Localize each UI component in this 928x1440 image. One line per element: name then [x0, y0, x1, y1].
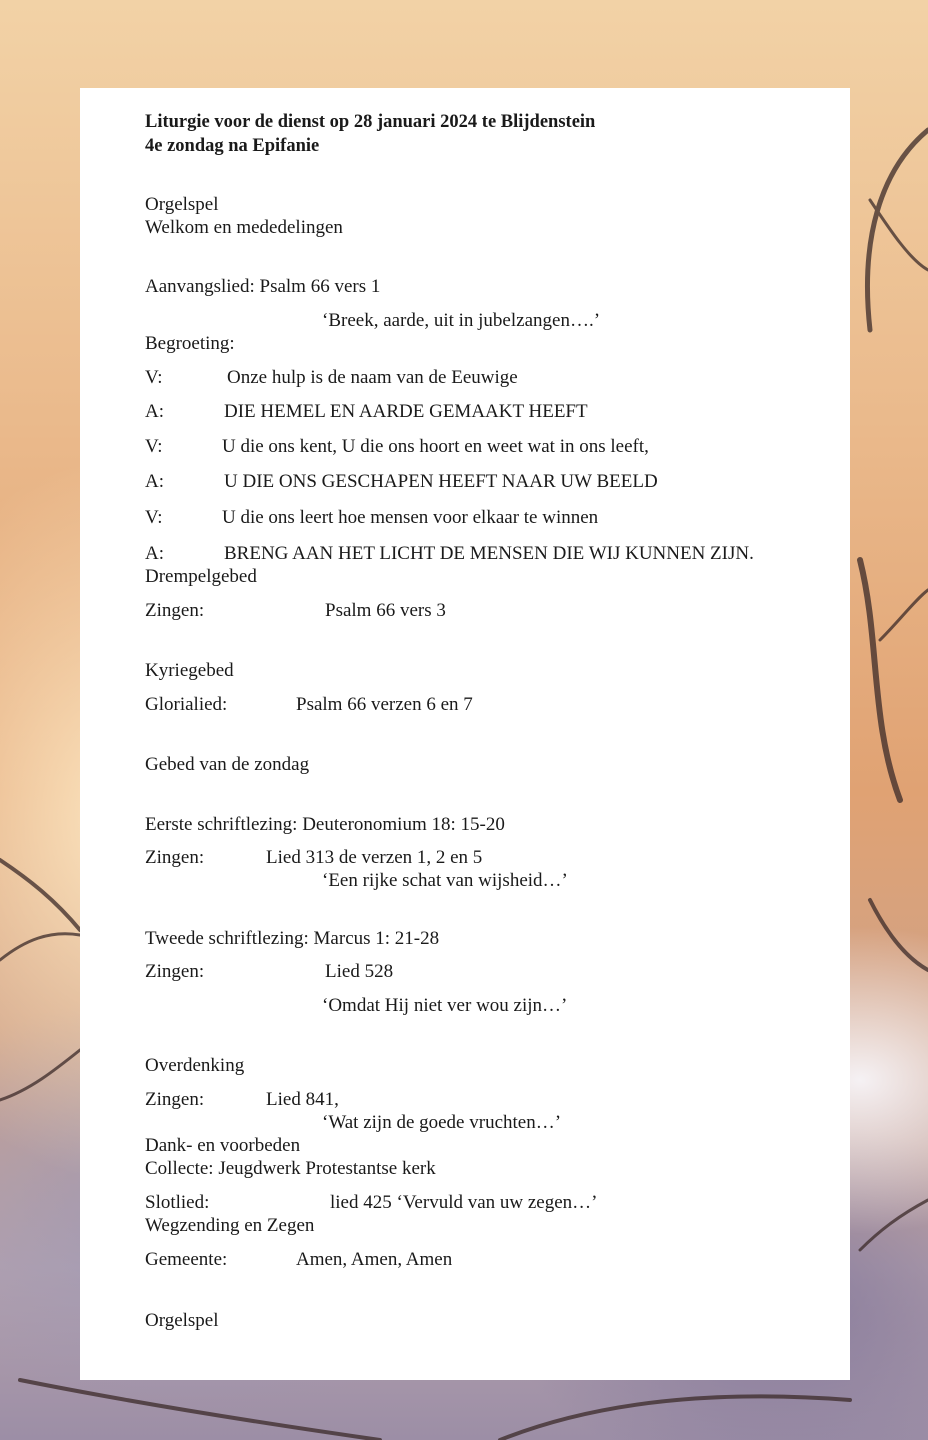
responsorium-line: [145, 366, 850, 389]
item-glorialied: [145, 693, 850, 716]
item-text: Lied 528: [325, 961, 394, 982]
item-begroeting: Begroeting:: [145, 333, 235, 354]
document-title: Liturgie voor de dienst op 28 januari 2024 te Blijdenstein: [145, 112, 596, 132]
responsorium-line: [145, 506, 850, 529]
item-voorbeden: Dank- en voorbeden: [145, 1135, 301, 1156]
responsorium-line: [145, 400, 850, 423]
item-text: Lied 841,: [266, 1089, 339, 1110]
responsorium-line: [145, 435, 850, 458]
item-tweede-schriftlezing: Tweede schriftlezing: Marcus 1: 21-28: [145, 928, 440, 949]
item-aanvangslied: Aanvangslied: Psalm 66 vers 1: [145, 276, 381, 297]
item-label: Zingen:: [145, 961, 205, 982]
lied-841-quote: ‘Wat zijn de goede vruchten…’: [322, 1112, 562, 1133]
item-collecte: Collecte: Jeugdwerk Protestantse kerk: [145, 1158, 436, 1179]
responsorium-text: U die ons kent, U die ons hoort en weet wat in ons leeft,: [222, 436, 649, 457]
responsorium: [145, 366, 850, 565]
item-label: Gemeente:: [145, 1249, 228, 1270]
speaker-label: A:: [145, 471, 164, 492]
responsorium-text: DIE HEMEL EN AARDE GEMAAKT HEEFT: [224, 401, 588, 422]
speaker-label: V:: [145, 367, 163, 388]
item-zingen-lied-528: [145, 960, 850, 983]
item-orgelspel-opening: Orgelspel: [145, 194, 219, 215]
item-label: Zingen:: [145, 847, 205, 868]
item-text: Psalm 66 verzen 6 en 7: [296, 694, 473, 715]
item-text: Psalm 66 vers 3: [325, 600, 446, 621]
item-label: Slotlied:: [145, 1192, 210, 1213]
item-label: Zingen:: [145, 600, 205, 621]
responsorium-text: BRENG AAN HET LICHT DE MENSEN DIE WIJ KUNNEN ZIJN.: [224, 543, 754, 564]
item-zingen-lied-841: [145, 1088, 850, 1111]
lied-313-quote: ‘Een rijke schat van wijsheid…’: [322, 870, 568, 891]
item-orgelspel-closing: Orgelspel: [145, 1310, 219, 1331]
responsorium-text: Onze hulp is de naam van de Eeuwige: [227, 367, 518, 388]
liturgy-document: [80, 88, 850, 1380]
item-slotlied: [145, 1191, 850, 1214]
lied-528-quote: ‘Omdat Hij niet ver wou zijn…’: [322, 995, 568, 1016]
item-text: lied 425 ‘Vervuld van uw zegen…’: [330, 1192, 598, 1213]
speaker-label: V:: [145, 436, 163, 457]
item-label: Glorialied:: [145, 694, 228, 715]
aanvangslied-quote: ‘Breek, aarde, uit in jubelzangen….’: [322, 310, 601, 331]
item-zingen-lied-313: [145, 846, 850, 869]
speaker-label: A:: [145, 543, 164, 564]
speaker-label: V:: [145, 507, 163, 528]
item-gemeente: [145, 1248, 850, 1271]
responsorium-text: U die ons leert hoe mensen voor elkaar te winnen: [222, 507, 599, 528]
item-zingen-psalm: [145, 599, 850, 622]
speaker-label: A:: [145, 401, 164, 422]
item-kyriegebed: Kyriegebed: [145, 660, 234, 681]
responsorium-line: [145, 470, 850, 493]
responsorium-line: [145, 542, 850, 565]
item-wegzending: Wegzending en Zegen: [145, 1215, 315, 1236]
item-drempelgebed: Drempelgebed: [145, 566, 257, 587]
item-eerste-schriftlezing: Eerste schriftlezing: Deuteronomium 18: 15-20: [145, 814, 505, 835]
responsorium-text: U DIE ONS GESCHAPEN HEEFT NAAR UW BEELD: [224, 471, 658, 492]
item-text: Lied 313 de verzen 1, 2 en 5: [266, 847, 483, 868]
item-text: Amen, Amen, Amen: [296, 1249, 453, 1270]
document-subtitle: 4e zondag na Epifanie: [145, 136, 320, 156]
item-gebed-zondag: Gebed van de zondag: [145, 754, 310, 775]
item-label: Zingen:: [145, 1089, 205, 1110]
item-welkom: Welkom en mededelingen: [145, 217, 343, 238]
item-overdenking: Overdenking: [145, 1055, 245, 1076]
